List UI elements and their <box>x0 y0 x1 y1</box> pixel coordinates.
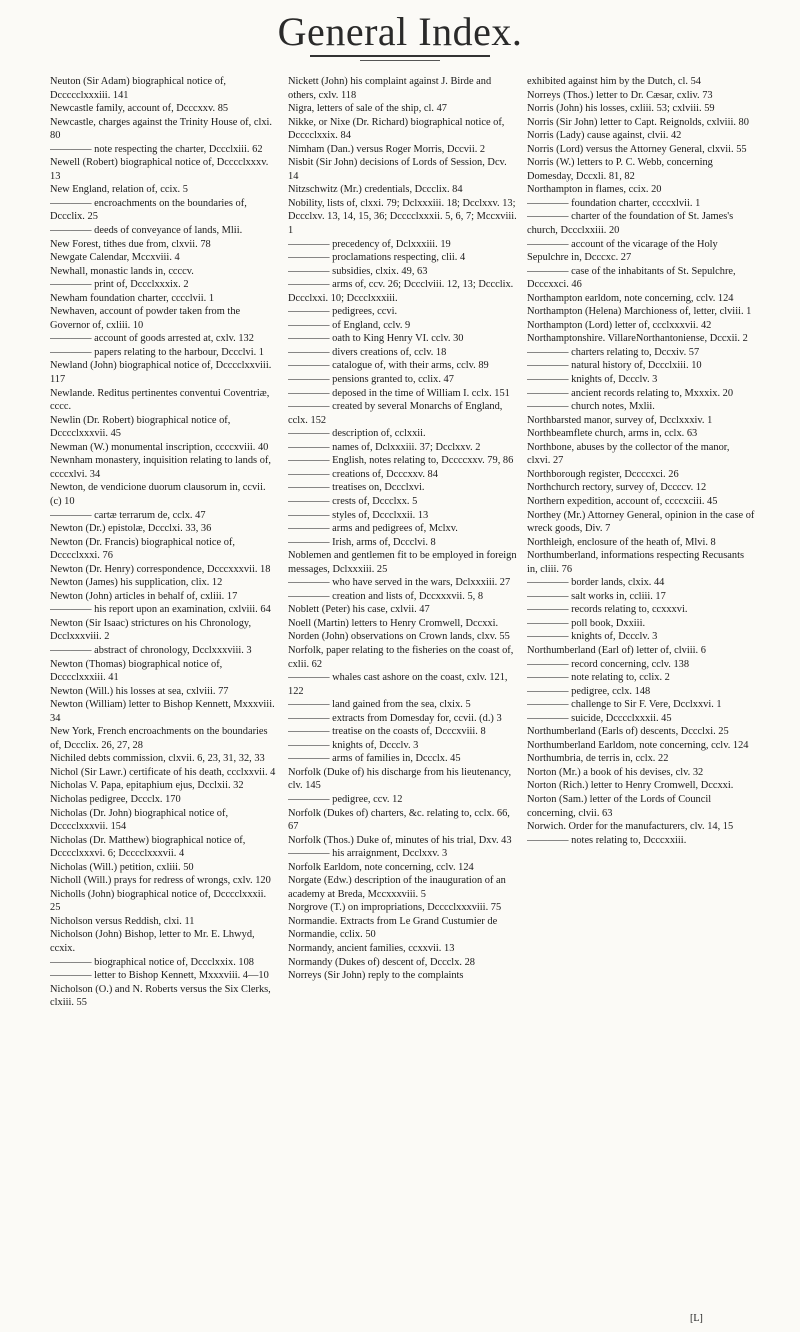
index-entry: Newton (John) articles in behalf of, cxliii. 17 <box>50 590 238 602</box>
index-entry: Newman (W.) monumental inscription, ccccxviii. 40 <box>50 441 269 453</box>
index-entry: Nigra, letters of sale of the ship, cl. 47 <box>288 103 447 115</box>
index-entry: Nicholl (Will.) prays for redress of wrongs, cxlv. 120 <box>50 875 271 887</box>
index-entry: Nichiled debts commission, clxvii. 6, 23, 31, 32, 33 <box>50 753 265 765</box>
index-entry: Northampton earldom, note concerning, cclv. 124 <box>527 292 734 304</box>
index-entry: Nicholas pedigree, Dccclx. 170 <box>50 793 181 805</box>
index-entry: Northumberland, informations respecting Recusants in, cliii. 76 <box>527 550 744 575</box>
index-entry: Norfolk (Dukes of) charters, &c. relating to, cclx. 66, 67 <box>288 807 510 833</box>
index-entry: Nitzschwitz (Mr.) credentials, Dccclix. 84 <box>288 184 463 196</box>
index-entry: ———— notes relating to, Dcccxxiii. <box>527 834 687 846</box>
index-entry: Norfolk, paper relating to the fisheries on the coast of, cxlii. 62 <box>288 644 514 670</box>
index-entry: Noell (Martin) letters to Henry Cromwell, Dccxxi. <box>288 617 499 629</box>
index-entry: ———— who have served in the wars, Dclxxxiii. 27 <box>288 577 511 589</box>
index-entry: Neuton (Sir Adam) biographical notice of, Dccccclxxxiii. 141 <box>50 76 227 101</box>
index-entry: Noblett (Peter) his case, cxlvii. 47 <box>288 604 430 616</box>
index-entry: ———— charter of the foundation of St. James's church, Dccclxxiii. 20 <box>527 211 734 237</box>
index-entry: Newton (Will.) his losses at sea, cxlviii. 77 <box>50 685 229 697</box>
index-entry: ———— pedigree, cclx. 148 <box>527 685 651 697</box>
index-entry: Newton (William) letter to Bishop Kennett, Mxxxviii. 34 <box>50 699 275 724</box>
index-entry: ———— English, notes relating to, Dccccxxv. 79, 86 <box>288 455 514 467</box>
index-entry: Norris (John) his losses, cxliii. 53; cxlviii. 59 <box>527 103 715 115</box>
index-entry: ———— biographical notice of, Dccclxxix. 108 <box>50 956 255 968</box>
index-entry: ———— proclamations respecting, clii. 4 <box>288 252 466 264</box>
index-entry: Norton (Mr.) a book of his devises, clv. 32 <box>527 766 704 778</box>
index-entry: ———— his arraignment, Dcclxxv. 3 <box>288 848 448 860</box>
index-entry: ———— styles of, Dccclxxii. 13 <box>288 509 429 521</box>
index-entry: ———— extracts from Domesday for, ccvii. (d.) 3 <box>288 712 502 724</box>
index-entry: ———— oath to King Henry VI. cclv. 30 <box>288 333 464 345</box>
index-entry: Newton, de vendicione duorum clausorum in, ccvii. (c) 10 <box>50 482 266 507</box>
index-entry: ———— pensions granted to, cclix. 47 <box>288 374 454 386</box>
index-entry: ———— creation and lists of, Dccxxxvii. 5, 8 <box>288 590 484 602</box>
index-entry: Newton (James) his supplication, clix. 12 <box>50 577 223 589</box>
index-entry: Norfolk (Thos.) Duke of, minutes of his trial, Dxv. 43 <box>288 834 512 846</box>
index-column-3 <box>527 75 755 1320</box>
index-entry: ———— letter to Bishop Kennett, Mxxxviii. 4—10 <box>50 970 269 982</box>
index-entry: ———— cartæ terrarum de, cclx. 47 <box>50 509 206 521</box>
index-entry: ———— note respecting the charter, Dccclxiii. 62 <box>50 143 263 155</box>
index-entry: Normandy, ancient families, ccxxvii. 13 <box>288 943 455 954</box>
index-entry: Newell (Robert) biographical notice of, Dcccclxxxv. 13 <box>50 157 269 182</box>
index-entry: ———— foundation charter, ccccxlvii. 1 <box>527 197 701 209</box>
index-entry: Normandie. Extracts from Le Grand Custumier de Normandie, cclix. 50 <box>288 915 498 941</box>
index-entry: Northern expedition, account of, ccccxciii. 45 <box>527 495 718 507</box>
index-entry: ———— church notes, Mxlii. <box>527 401 655 413</box>
index-entry: Norgate (Edw.) description of the inauguration of an academy at Breda, Mccxxxviii. 5 <box>288 875 506 900</box>
index-entry: Newton (Dr. Henry) correspondence, Dcccxxxvii. 18 <box>50 563 271 575</box>
index-entry: ———— papers relating to the harbour, Dccclvi. 1 <box>50 346 264 358</box>
index-entry: Newham foundation charter, cccclvii. 1 <box>50 292 215 304</box>
index-entry: Nicholson versus Reddish, clxi. 11 <box>50 915 195 927</box>
index-entry: Newhall, monastic lands in, ccccv. <box>50 265 194 277</box>
index-entry: Newton (Dr.) epistolæ, Dccclxi. 33, 36 <box>50 523 212 535</box>
index-entry: Northbone, abuses by the collector of the manor, clxvi. 27 <box>527 441 730 467</box>
index-column-1 <box>50 75 278 1320</box>
index-entry: Northey (Mr.) Attorney General, opinion in the case of wreck goods, Div. 7 <box>527 509 755 535</box>
index-entry: Newton (Sir Isaac) strictures on his Chronology, Dcclxxxviii. 2 <box>50 617 252 643</box>
index-entry: ———— salt works in, ccliii. 17 <box>527 590 666 602</box>
index-entry: ———— of England, cclv. 9 <box>288 319 411 331</box>
index-entry: ———— precedency of, Dclxxxiii. 19 <box>288 238 451 250</box>
index-entry: Northbarsted manor, survey of, Dcclxxxiv. 1 <box>527 414 713 426</box>
index-entry: Northumberland (Earls of) descents, Dccclxi. 25 <box>527 726 729 738</box>
index-entry: Norgrove (T.) on impropriations, Dcccclxxxviii. 75 <box>288 902 502 914</box>
index-entry: ———— natural history of, Dccclxiii. 10 <box>527 360 702 372</box>
index-entry: Northleigh, enclosure of the heath of, Mlvi. 8 <box>527 536 716 548</box>
index-entry: Nicholas (Will.) petition, cxliii. 50 <box>50 861 194 873</box>
index-entry: Nisbit (Sir John) decisions of Lords of Session, Dcv. 14 <box>288 157 507 182</box>
index-entry: ———— arms and pedigrees of, Mclxv. <box>288 523 458 535</box>
index-entry: exhibited against him by the Dutch, cl. 54 <box>527 76 702 87</box>
index-entry: Northamptonshire. VillareNorthantoniense, Dccxii. 2 <box>527 333 748 345</box>
index-entry: ———— account of goods arrested at, cxlv. 132 <box>50 333 254 345</box>
index-entry: New Forest, tithes due from, clxvii. 78 <box>50 238 211 250</box>
index-entry: ———— pedigree, ccv. 12 <box>288 793 403 805</box>
index-entry: ———— whales cast ashore on the coast, cxlv. 121, 122 <box>288 672 508 697</box>
index-entry: Newcastle, charges against the Trinity House of, clxi. 80 <box>50 116 273 142</box>
index-entry: Norreys (Thos.) letter to Dr. Cæsar, cxliv. 73 <box>527 89 713 101</box>
index-entry: Nichol (Sir Lawr.) certificate of his death, ccclxxvii. 4 <box>50 766 276 778</box>
index-entry: Norton (Rich.) letter to Henry Cromwell, Dccxxi. <box>527 780 734 792</box>
index-entry: Newhaven, account of powder taken from the Governor of, cxliii. 10 <box>50 306 241 331</box>
index-entry: Northumberland Earldom, note concerning, cclv. 124 <box>527 739 749 751</box>
index-entry: ———— arms of, ccv. 26; Dccclviii. 12, 13; Dccclix. Dccclxxi. 10; Dccclxxxiii. <box>288 279 514 304</box>
index-entry: ———— record concerning, cclv. 138 <box>527 658 690 670</box>
index-entry: Newton (Thomas) biographical notice of, Dcccclxxxiii. 41 <box>50 658 223 684</box>
index-entry: ———— account of the vicarage of the Holy Sepulchre in, Dcccxc. 27 <box>527 238 718 264</box>
index-entry: Northchurch rectory, survey of, Dccccv. 12 <box>527 482 707 494</box>
index-entry: ———— names of, Dclxxxiii. 37; Dcclxxv. 2 <box>288 441 481 453</box>
index-entry: New York, French encroachments on the boundaries of, Dccclix. 26, 27, 28 <box>50 726 268 751</box>
index-entry: Nicholas V. Papa, epitaphium ejus, Dcclxii. 32 <box>50 780 244 792</box>
index-entry: Newnham monastery, inquisition relating to lands of, ccccxlvi. 34 <box>50 455 271 480</box>
index-entry: Newgate Calendar, Mccxviii. 4 <box>50 252 180 264</box>
index-entry: Northampton (Helena) Marchioness of, letter, clviii. 1 <box>527 306 752 318</box>
index-entry: Norton (Sam.) letter of the Lords of Council concerning, clvii. 63 <box>527 793 712 819</box>
index-entry: ———— case of the inhabitants of St. Sepulchre, Dcccxxci. 46 <box>527 265 736 291</box>
index-entry: ———— description of, cclxxii. <box>288 428 426 440</box>
index-entry: Nicholson (John) Bishop, letter to Mr. E. Lhwyd, ccxix. <box>50 929 255 954</box>
index-entry: ———— Irish, arms of, Dccclvi. 8 <box>288 536 436 548</box>
index-entry: ———— treatises on, Dccclxvi. <box>288 482 425 494</box>
index-entry: ———— suicide, Dcccclxxxii. 45 <box>527 712 672 724</box>
index-entry: ———— land gained from the sea, clxix. 5 <box>288 699 471 711</box>
index-entry: Norfolk Earldom, note concerning, cclv. 124 <box>288 861 474 873</box>
index-column-2 <box>288 75 518 1320</box>
index-entry: Northampton in flames, ccix. 20 <box>527 184 662 196</box>
header-rule <box>310 55 490 57</box>
index-entry: Nikke, or Nixe (Dr. Richard) biographical notice of, Dcccclxxix. 84 <box>288 116 505 142</box>
index-entry: ———— ancient records relating to, Mxxxix. 20 <box>527 387 734 399</box>
index-entry: Nicholas (Dr. Matthew) biographical notice of, Dcccclxxxvi. 6; Dcccclxxxvii. 4 <box>50 834 246 860</box>
index-entry: ———— treatise on the coasts of, Dcccxviii. 8 <box>288 726 486 738</box>
index-entry: Norfolk (Duke of) his discharge from his lieutenancy, clv. 145 <box>288 766 512 792</box>
index-entry: ———— abstract of chronology, Dcclxxxviii. 3 <box>50 644 252 656</box>
index-entry: Norris (W.) letters to P. C. Webb, concerning Domesday, Dccxli. 81, 82 <box>527 157 713 182</box>
index-entry: Nobility, lists of, clxxi. 79; Dclxxxiii. 18; Dcclxxv. 13; Dccclxv. 13, 14, 15, 36; Dcccclxxxii. 5, 6, 7; Mccxviii. 1 <box>288 197 517 237</box>
index-entry: ———— created by several Monarchs of England, cclx. 152 <box>288 401 503 426</box>
page-signature: [L] <box>690 1313 703 1324</box>
index-entry: ———— knights of, Dccclv. 3 <box>527 374 658 386</box>
index-entry: ———— subsidies, clxix. 49, 63 <box>288 265 428 277</box>
index-entry: ———— divers creations of, cclv. 18 <box>288 346 447 358</box>
index-entry: Norris (Lord) versus the Attorney General, clxvii. 55 <box>527 143 747 155</box>
index-entry: Nicholson (O.) and N. Roberts versus the Six Clerks, clxiii. 55 <box>50 983 271 1009</box>
index-entry: Nickett (John) his complaint against J. Birde and others, cxlv. 118 <box>288 76 492 101</box>
index-entry: ———— challenge to Sir F. Vere, Dcclxxvi. 1 <box>527 699 722 711</box>
index-entry: Normandy (Dukes of) descent of, Dccclx. 28 <box>288 956 475 968</box>
page-title: General Index. <box>277 9 523 54</box>
index-entry: Norden (John) observations on Crown lands, clxv. 55 <box>288 631 510 643</box>
index-entry: ———— deposed in the time of William I. cclx. 151 <box>288 387 510 399</box>
page-header <box>0 0 800 60</box>
index-entry: ———— his report upon an examination, cxlviii. 64 <box>50 604 271 616</box>
index-entry: ———— knights of, Dccclv. 3 <box>527 631 658 643</box>
index-entry: ———— catalogue of, with their arms, cclv. 89 <box>288 360 489 372</box>
index-entry: Northborough register, Dccccxci. 26 <box>527 468 679 480</box>
header-rule-short <box>360 60 440 61</box>
index-entry: ———— note relating to, cclix. 2 <box>527 672 670 684</box>
index-entry: Northumbria, de terris in, cclx. 22 <box>527 753 669 765</box>
index-entry: Nimham (Dan.) versus Roger Morris, Dccvii. 2 <box>288 143 486 155</box>
index-entry: Newton (Dr. Francis) biographical notice of, Dcccclxxxi. 76 <box>50 536 235 562</box>
index-entry: ———— creations of, Dcccxxv. 84 <box>288 468 438 480</box>
index-entry: ———— print of, Dccclxxxix. 2 <box>50 279 189 291</box>
index-entry: Newlin (Dr. Robert) biographical notice of, Dcccclxxxvii. 45 <box>50 414 231 440</box>
index-entry: New England, relation of, ccix. 5 <box>50 184 188 196</box>
index-entry: Norris (Lady) cause against, clvii. 42 <box>527 130 682 142</box>
index-entry: Northampton (Lord) letter of, ccclxxxvii. 42 <box>527 319 712 331</box>
index-entry: ———— records relating to, ccxxxvi. <box>527 604 688 616</box>
index-entry: ———— deeds of conveyance of lands, Mlii. <box>50 225 243 237</box>
index-entry: ———— poll book, Dxxiii. <box>527 617 646 629</box>
index-entry: ———— encroachments on the boundaries of, Dccclix. 25 <box>50 197 247 223</box>
index-entry: ———— pedigrees, ccvi. <box>288 306 398 318</box>
index-entry: Nicholls (John) biographical notice of, Dcccclxxxii. 25 <box>50 888 267 914</box>
index-entry: Norwich. Order for the manufacturers, clv. 14, 15 <box>527 821 734 833</box>
index-entry: ———— border lands, clxix. 44 <box>527 577 665 589</box>
index-entry: ———— knights of, Dccclv. 3 <box>288 739 419 751</box>
index-entry: Norris (Sir John) letter to Capt. Reignolds, cxlviii. 80 <box>527 116 749 128</box>
index-entry: Newcastle family, account of, Dcccxxv. 85 <box>50 103 229 115</box>
index-entry: Noblemen and gentlemen fit to be employed in foreign messages, Dclxxxiii. 25 <box>288 550 517 575</box>
index-entry: ———— arms of families in, Dccclx. 45 <box>288 753 461 765</box>
index-entry: Newlande. Reditus pertinentes conventui Coventriæ, cccc. <box>50 387 270 413</box>
index-entry: Nicholas (Dr. John) biographical notice of, Dcccclxxxvii. 154 <box>50 807 229 833</box>
index-entry: Northbeamflete church, arms in, cclx. 63 <box>527 428 698 440</box>
index-entry: Newland (John) biographical notice of, Dcccclxxviii. 117 <box>50 360 272 386</box>
index-entry: Northumberland (Earl of) letter of, clviii. 6 <box>527 644 706 656</box>
index-entry: ———— charters relating to, Dccxiv. 57 <box>527 346 700 358</box>
index-entry: ———— crests of, Dccclxx. 5 <box>288 495 418 507</box>
index-columns <box>50 75 755 1325</box>
index-entry: Norreys (Sir John) reply to the complaints <box>288 970 464 982</box>
